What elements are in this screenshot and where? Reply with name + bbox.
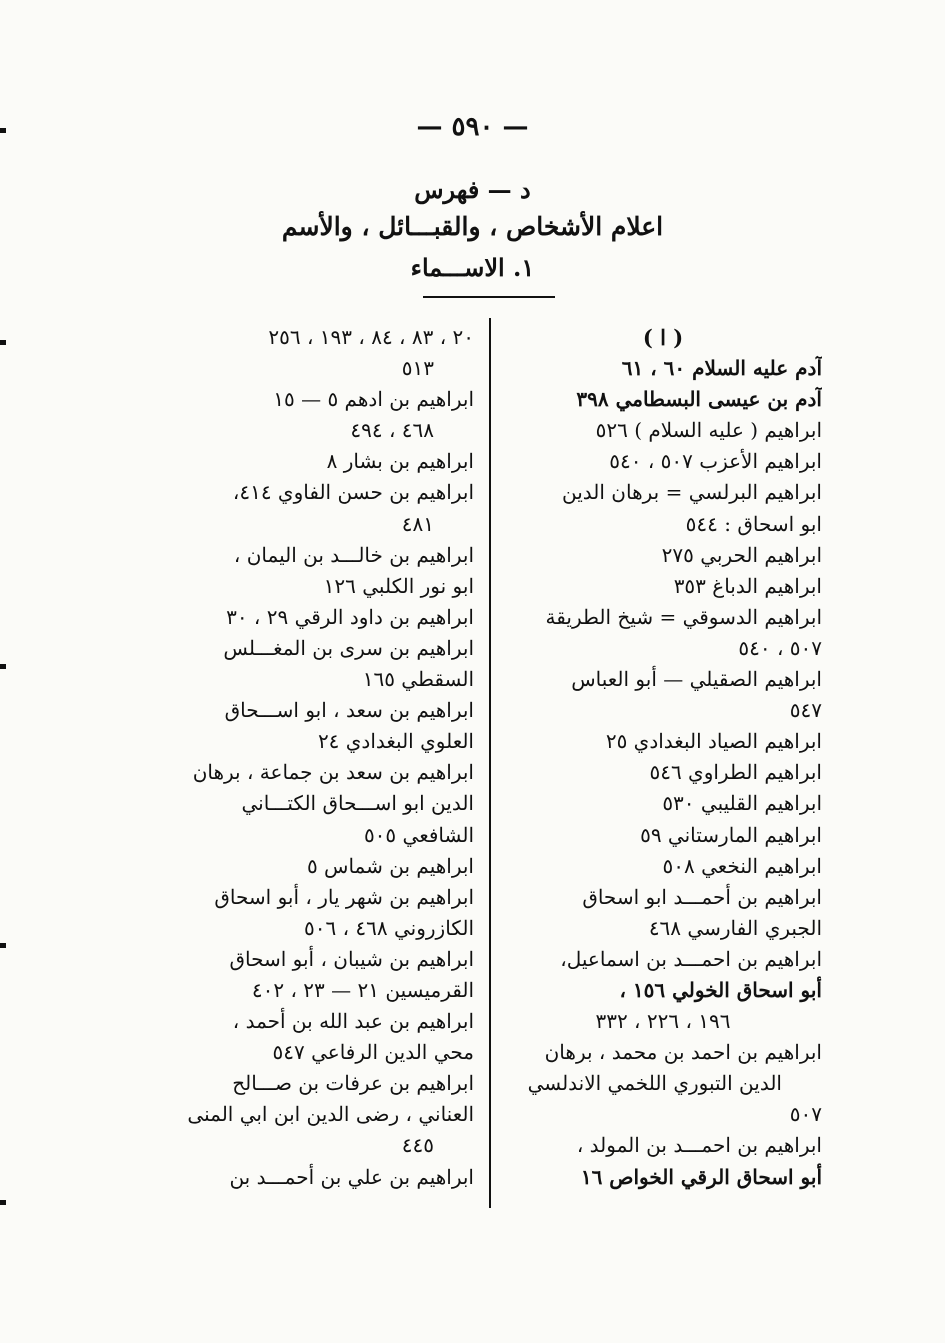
index-entry: ابراهيم المارستاني ٥٩ [640, 822, 822, 847]
index-entry: ابراهيم بن احمـــد بن المولد ، [576, 1133, 822, 1158]
index-entry: ابراهيم بن شهر يار ، أبو اسحاق [214, 884, 474, 909]
index-entry: ابراهيم بن شيبان ، أبو اسحاق [229, 946, 474, 971]
page-number: — ٥٩٠ — [416, 112, 529, 142]
index-entry: ابراهيم بن عرفات بن صـــالح [232, 1071, 474, 1096]
index-entry: ابو اسحاق : ٥٤٤ [685, 511, 822, 536]
index-entry: ابراهيم الصقيلي — أبو العباس [571, 667, 822, 692]
index-entry: ١٩٦ ، ٢٢٦ ، ٣٣٢ [595, 1009, 731, 1034]
index-entry: ابراهيم الصياد البغدادي ٢٥ [605, 729, 822, 754]
index-entry: ابراهيم الأعزب ٥٠٧ ، ٥٤٠ [609, 449, 822, 474]
index-entry: ابراهيم بن خالـــد بن اليمان ، [233, 542, 474, 567]
index-entry: ابراهيم بن أحمـــد ابو اسحاق [582, 884, 822, 909]
index-entry: الكازروني ٤٦٨ ، ٥٠٦ [304, 915, 474, 940]
index-entry: العناني ، رضى الدين ابن ابي المنى [187, 1102, 474, 1127]
index-entry: ابراهيم الدباغ ٣٥٣ [673, 573, 822, 598]
index-entry: ٤٤٥ [401, 1133, 434, 1158]
left-column [152, 322, 474, 1193]
letter-header: ( ا ) [642, 325, 684, 350]
index-entry: القرميسين ٢١ — ٢٣ ، ٤٠٢ [251, 977, 474, 1002]
index-entry: الدين ابو اســـحاق الكتـــاني [241, 791, 474, 816]
scan-edge-mark [0, 943, 6, 948]
index-entry: العلوي البغدادي ٢٤ [317, 729, 474, 754]
index-entry: الشافعي ٥٠٥ [363, 822, 474, 847]
right-column [504, 322, 822, 1193]
index-entry: ابو نور الكلبي ١٢٦ [323, 573, 474, 598]
index-entry: ابراهيم ( عليه السلام ) ٥٢٦ [595, 418, 822, 443]
index-entry: ٥٠٧ ، ٥٤٠ [738, 635, 822, 660]
index-entry: ابراهيم بن ادهم ٥ — ١٥ [273, 387, 474, 412]
index-entry: ٥٠٧ [789, 1102, 822, 1127]
index-entry: ٥٤٧ [789, 698, 822, 723]
index-entry: ابراهيم القليبي ٥٣٠ [662, 791, 822, 816]
index-entry: ابراهيم البرلسي = برهان الدين [562, 480, 822, 505]
index-entry: محي الدين الرفاعي ٥٤٧ [272, 1040, 474, 1065]
column-divider [489, 318, 491, 1208]
index-entry: ابراهيم بن حسن الفاوي ٤١٤، [232, 480, 474, 505]
index-entry: ٤٨١ [401, 511, 434, 536]
index-entry: ٥١٣ [401, 356, 434, 381]
index-entry: ابراهيم بن علي بن أحمـــد بن [229, 1164, 474, 1189]
index-entry: السقطي ١٦٥ [362, 667, 474, 692]
scan-edge-mark [0, 128, 6, 133]
index-entry: ابراهيم بن احمـــد بن اسماعيل، [560, 946, 822, 971]
index-entry: الجبري الفارسي ٤٦٨ [648, 915, 822, 940]
index-entry: أبو اسحاق الرقي الخواص ١٦ [580, 1164, 822, 1189]
index-entry: أبو اسحاق الخولي ١٥٦ ، [619, 977, 822, 1002]
index-entry: ابراهيم بن داود الرقي ٢٩ ، ٣٠ [226, 604, 474, 629]
index-entry: ٤٦٨ ، ٤٩٤ [350, 418, 434, 443]
index-entry: ٢٠ ، ٨٣ ، ٨٤ ، ١٩٣ ، ٢٥٦ [268, 325, 474, 349]
index-entry: ابراهيم بن عبد الله بن أحمد ، [232, 1009, 474, 1034]
index-title: اعلام الأشخاص ، والقبـــائل ، والأسم [281, 212, 664, 241]
index-entry: ابراهيم الحربي ٢٧٥ [661, 542, 822, 567]
subsection-title: ١. الاســـماء [410, 253, 535, 282]
index-entry: آدم بن عيسى البسطامي ٣٩٨ [576, 387, 822, 412]
section-heading: د — فهرس [414, 175, 531, 204]
scan-edge-mark [0, 1200, 6, 1205]
index-entry: ابراهيم الطراوي ٥٤٦ [649, 760, 822, 785]
index-entry: ابراهيم النخعي ٥٠٨ [662, 853, 822, 878]
index-entry: ابراهيم بن سعد بن جماعة ، برهان [192, 760, 474, 785]
scan-edge-mark [0, 664, 6, 669]
index-entry: الدين التبوري اللخمي الاندلسي [527, 1071, 782, 1096]
index-entry: ابراهيم الدسوقي = شيخ الطريقة [545, 604, 822, 629]
index-entry: ابراهيم بن شماس ٥ [306, 853, 474, 878]
index-entry: ابراهيم بن بشار ٨ [326, 449, 474, 474]
index-entry: ابراهيم بن سرى بن المغـــلس [223, 635, 474, 660]
title-underline [423, 296, 555, 298]
scan-edge-mark [0, 340, 6, 345]
index-entry: آدم عليه السلام ٦٠ ، ٦١ [621, 356, 822, 381]
index-entry: ابراهيم بن سعد ، ابو اســـحاق [224, 698, 474, 723]
index-entry: ابراهيم بن احمد بن محمد ، برهان [544, 1040, 822, 1065]
